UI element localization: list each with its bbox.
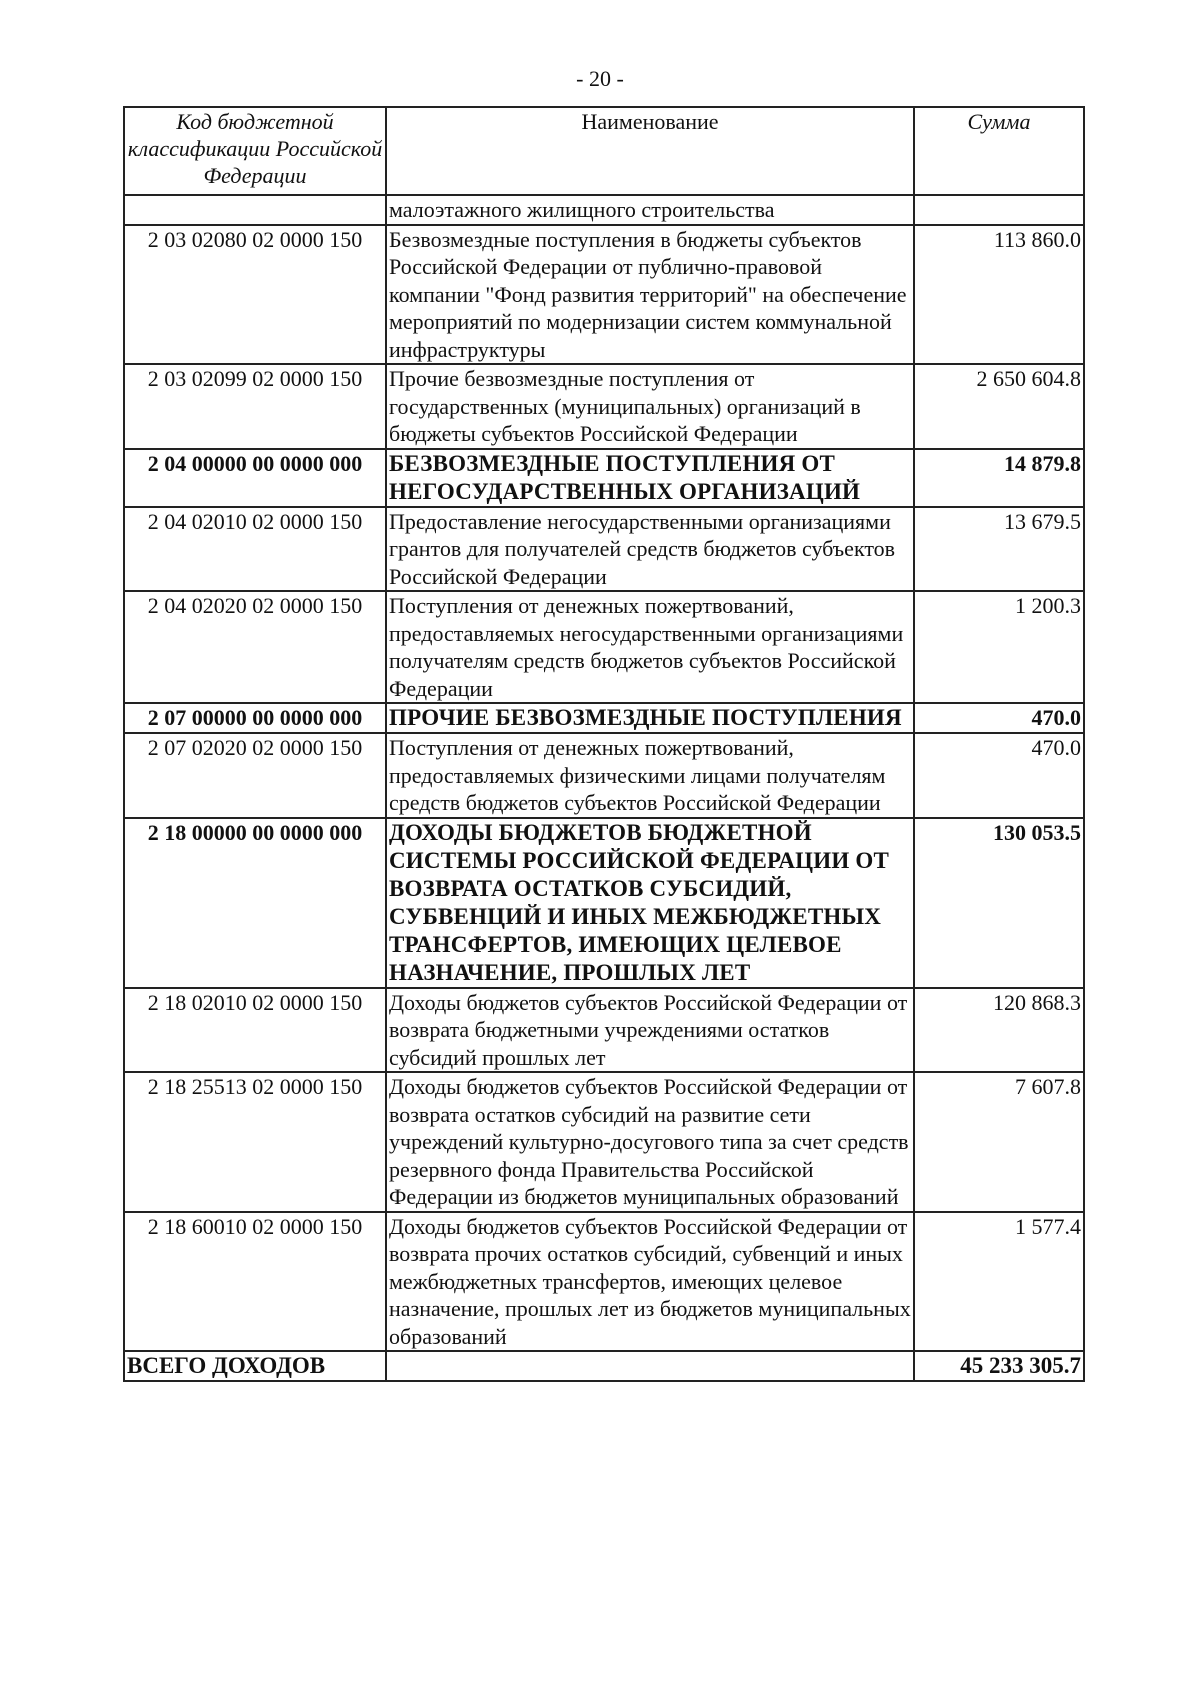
row-code: 2 04 02010 02 0000 150	[124, 507, 386, 592]
row-name: Доходы бюджетов субъектов Российской Федерации от возврата остатков субсидий на развитие сети учреждений культурно-досугового типа за счет средств резервного фонда Правительства Российской Федерации из бюджетов муниципальных образований	[386, 1072, 914, 1212]
table-row	[124, 225, 1084, 365]
header-sum: Сумма	[914, 107, 1084, 195]
section-sum: 14 879.8	[914, 449, 1084, 507]
row-sum: 120 868.3	[914, 988, 1084, 1073]
row-code: 2 18 60010 02 0000 150	[124, 1212, 386, 1352]
row-name: Поступления от денежных пожертвований, предоставляемых физическими лицами получателям средств бюджетов субъектов Российской Федерации	[386, 733, 914, 818]
row-code: 2 04 02020 02 0000 150	[124, 591, 386, 703]
section-row	[124, 449, 1084, 507]
section-name: БЕЗВОЗМЕЗДНЫЕ ПОСТУПЛЕНИЯ ОТ НЕГОСУДАРСТВЕННЫХ ОРГАНИЗАЦИЙ	[386, 449, 914, 507]
table-row	[124, 988, 1084, 1073]
section-sum: 130 053.5	[914, 818, 1084, 988]
row-code: 2 07 02020 02 0000 150	[124, 733, 386, 818]
header-code: Код бюджетной классификации Российской Федерации	[124, 107, 386, 195]
row-sum: 7 607.8	[914, 1072, 1084, 1212]
continuation-sum-cell	[914, 195, 1084, 225]
section-row	[124, 703, 1084, 733]
row-name: Прочие безвозмездные поступления от государственных (муниципальных) организаций в бюджеты субъектов Российской Федерации	[386, 364, 914, 449]
total-label: ВСЕГО ДОХОДОВ	[124, 1351, 386, 1381]
table-row	[124, 1212, 1084, 1352]
total-sum: 45 233 305.7	[914, 1351, 1084, 1381]
section-code: 2 04 00000 00 0000 000	[124, 449, 386, 507]
section-row	[124, 818, 1084, 988]
table-row	[124, 1072, 1084, 1212]
table-header-row	[124, 107, 1084, 195]
total-name-cell	[386, 1351, 914, 1381]
section-name: ДОХОДЫ БЮДЖЕТОВ БЮДЖЕТНОЙ СИСТЕМЫ РОССИЙСКОЙ ФЕДЕРАЦИИ ОТ ВОЗВРАТА ОСТАТКОВ СУБСИДИЙ, СУБВЕНЦИЙ И ИНЫХ МЕЖБЮДЖЕТНЫХ ТРАНСФЕРТОВ, ИМЕЮЩИХ ЦЕЛЕВОЕ НАЗНАЧЕНИЕ, ПРОШЛЫХ ЛЕТ	[386, 818, 914, 988]
row-sum: 113 860.0	[914, 225, 1084, 365]
row-sum: 470.0	[914, 733, 1084, 818]
row-code: 2 03 02080 02 0000 150	[124, 225, 386, 365]
continuation-row	[124, 195, 1084, 225]
table-row	[124, 733, 1084, 818]
continuation-name: малоэтажного жилищного строительства	[386, 195, 914, 225]
row-name: Поступления от денежных пожертвований, предоставляемых негосударственными организациями получателям средств бюджетов субъектов Российской Федерации	[386, 591, 914, 703]
row-name: Предоставление негосударственными организациями грантов для получателей средств бюджетов субъектов Российской Федерации	[386, 507, 914, 592]
revenue-table	[123, 106, 1085, 1382]
table-row	[124, 507, 1084, 592]
table-row	[124, 364, 1084, 449]
section-code: 2 07 00000 00 0000 000	[124, 703, 386, 733]
row-sum: 1 577.4	[914, 1212, 1084, 1352]
row-name: Доходы бюджетов субъектов Российской Федерации от возврата бюджетными учреждениями остатков субсидий прошлых лет	[386, 988, 914, 1073]
page-number: - 20 -	[576, 66, 624, 91]
section-code: 2 18 00000 00 0000 000	[124, 818, 386, 988]
row-sum: 13 679.5	[914, 507, 1084, 592]
total-row	[124, 1351, 1084, 1381]
header-name: Наименование	[386, 107, 914, 195]
table-row	[124, 591, 1084, 703]
section-sum: 470.0	[914, 703, 1084, 733]
row-code: 2 18 25513 02 0000 150	[124, 1072, 386, 1212]
section-name: ПРОЧИЕ БЕЗВОЗМЕЗДНЫЕ ПОСТУПЛЕНИЯ	[386, 703, 914, 733]
row-sum: 2 650 604.8	[914, 364, 1084, 449]
row-name: Безвозмездные поступления в бюджеты субъектов Российской Федерации от публично-правовой компании "Фонд развития территорий" на обеспечение мероприятий по модернизации систем коммунальной инфраструктуры	[386, 225, 914, 365]
row-code: 2 03 02099 02 0000 150	[124, 364, 386, 449]
continuation-code-cell	[124, 195, 386, 225]
row-sum: 1 200.3	[914, 591, 1084, 703]
row-code: 2 18 02010 02 0000 150	[124, 988, 386, 1073]
row-name: Доходы бюджетов субъектов Российской Федерации от возврата прочих остатков субсидий, субвенций и иных межбюджетных трансфертов, имеющих целевое назначение, прошлых лет из бюджетов муниципальных образований	[386, 1212, 914, 1352]
